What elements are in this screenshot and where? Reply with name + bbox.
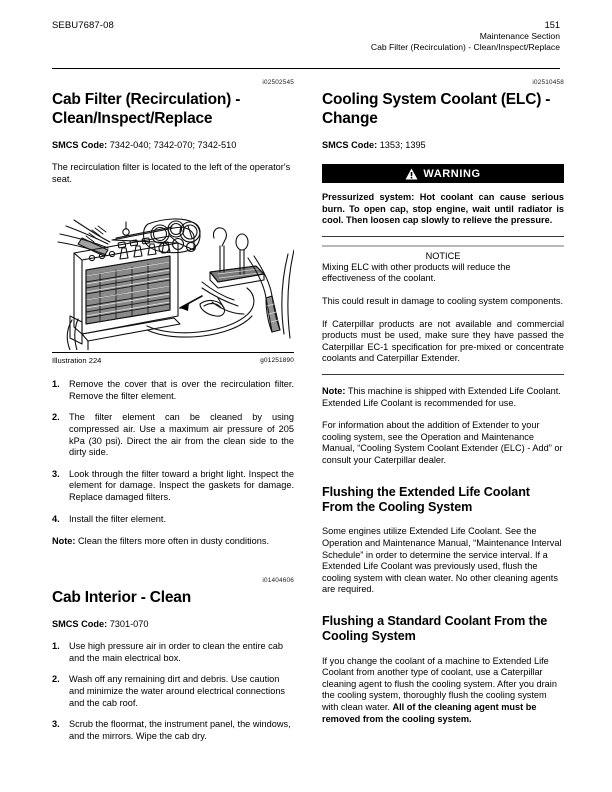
- list-item: [52, 469, 294, 504]
- cab-filter-note: [52, 536, 294, 548]
- illustration-graphic-id: g01251890: [260, 357, 294, 365]
- cab-console-illustration: [52, 198, 294, 350]
- cab-filter-steps: [52, 379, 294, 525]
- note-label: Note:: [52, 536, 76, 547]
- notice-para-3: If Caterpillar products are not available and commercial products must be used, make sure they have passed the Caterpillar EC-1 specification for pre-mixed or concentrate coolants and Caterpillar Extender.: [322, 318, 564, 364]
- smcs-label: SMCS Code:: [322, 140, 378, 150]
- step-number: 4.: [52, 513, 60, 524]
- step-text: Scrub the floormat, the instrument panel, the windows, and the mirrors. Wipe the cab dry.: [69, 719, 291, 741]
- heading-cooling-system: Cooling System Coolant (ELC) - Change: [322, 91, 551, 127]
- cab-interior-steps: [52, 641, 294, 742]
- page-number: 151: [544, 20, 560, 30]
- flushing-standard-body: [322, 656, 564, 726]
- flushing-elc-body: Some engines utilize Extended Life Coolant. See the Operation and Maintenance Manual, “Maintenance Interval Schedule” in order to determine the service interval. If a Extended Life Coolant was previously used, flush the cooling system with clean water. No other cleaning agents are required.: [322, 526, 562, 595]
- list-item: [52, 719, 294, 742]
- note-label: Note:: [322, 385, 346, 396]
- smcs-value: 7342-040; 7342-070; 7342-510: [109, 140, 237, 150]
- doc-id-cab-interior: i01404606: [262, 576, 294, 584]
- note-text: Clean the filters more often in dusty conditions.: [75, 536, 270, 547]
- list-item: [52, 641, 294, 664]
- step-text: The filter element can be cleaned by using compressed air. Use a maximum air pressure of 205 kPa (30 psi). Direct the air from the clean side to the dirty side.: [69, 412, 294, 458]
- flushing-standard-bold: All of the cleaning agent must be removed from the cooling system.: [322, 702, 537, 724]
- doc-id-cab-filter: i02502545: [262, 79, 294, 86]
- publication-number: SEBU7687-08: [52, 20, 114, 31]
- illustration-block: [52, 198, 294, 368]
- heading-flushing-elc: Flushing the Extended Life Coolant From the Cooling System: [322, 484, 530, 514]
- warning-triangle-icon: [405, 168, 418, 180]
- warning-label: WARNING: [423, 167, 481, 180]
- list-item: [52, 514, 294, 526]
- heading-flushing-standard: Flushing a Standard Coolant From the Cooling System: [322, 613, 548, 644]
- notice-para-1: Mixing ELC with other products will reduce the effectiveness of the coolant.: [322, 261, 511, 284]
- section-name: Maintenance Section: [479, 31, 560, 42]
- step-number: 3.: [52, 468, 60, 479]
- smcs-value: 1353; 1395: [379, 140, 426, 150]
- coolant-note: [322, 386, 564, 409]
- step-number: 2.: [52, 674, 60, 685]
- warning-divider: [322, 236, 564, 237]
- smcs-cab-interior: [52, 618, 294, 630]
- smcs-value: 7301-070: [109, 619, 149, 630]
- warning-text: Pressurized system: Hot coolant can cause serious burn. To open cap, stop engine, wait until radiator is cool. Then loosen cap slowly to relieve the pressure.: [322, 192, 564, 226]
- step-text: Remove the cover that is over the recirculation filter. Remove the filter element.: [69, 379, 294, 401]
- step-text: Use high pressure air in order to clean the entire cab and the main electrical box.: [69, 641, 283, 663]
- header-divider: [52, 68, 560, 69]
- step-text: Wash off any remaining dirt and debris. Use caution and minimize the water around electrical connections and the cab roof.: [69, 674, 286, 708]
- step-number: 1.: [52, 379, 60, 390]
- list-item: [52, 674, 294, 709]
- heading-cab-interior: Cab Interior - Clean: [52, 588, 191, 606]
- page-header: [52, 20, 560, 62]
- flushing-standard-plain: If you change the coolant of a machine to Extended Life Coolant from another type of coolant, use a Caterpillar cleaning agent to flush the cooling system. After you drain the cooling system, thoroughly flush the cooling system with clean water.: [322, 655, 557, 713]
- illustration-label: Illustration 224: [52, 356, 102, 366]
- right-column: [322, 78, 564, 725]
- note-text: This machine is shipped with Extended Life Coolant. Extended Life Coolant is recommended for use.: [322, 385, 561, 408]
- notice-bottom-divider: [322, 374, 564, 375]
- list-item: [52, 379, 294, 402]
- notice-para-2: This could result in damage to cooling system components.: [322, 295, 564, 306]
- smcs-cab-filter: [52, 139, 294, 151]
- extender-paragraph: For information about the addition of Extender to your cooling system, see the Operation and Maintenance Manual, “Cooling System Coolant Extender (ELC) - Add” or consult your Caterpillar dealer.: [322, 420, 563, 465]
- intro-cab-filter: The recirculation filter is located to the left of the operator's seat.: [52, 162, 291, 184]
- header-right-block: [371, 20, 560, 54]
- step-number: 3.: [52, 719, 60, 730]
- list-item: [52, 412, 294, 458]
- header-topic: Cab Filter (Recirculation) - Clean/Inspect/Replace: [370, 42, 560, 53]
- notice-top-divider: [322, 245, 564, 247]
- warning-banner: [322, 164, 564, 183]
- illustration-caption: [52, 356, 294, 368]
- smcs-label: SMCS Code:: [52, 619, 108, 630]
- step-number: 2.: [52, 412, 60, 423]
- smcs-label: SMCS Code:: [52, 140, 108, 150]
- doc-id-cooling-system: i02510458: [532, 79, 564, 86]
- step-text: Look through the filter toward a bright light. Inspect the element for damage. Inspect the gaskets for damage. Replace damaged filters.: [69, 468, 294, 502]
- illustration-divider: [52, 352, 294, 353]
- step-text: Install the filter element.: [69, 513, 167, 524]
- smcs-cooling-system: [322, 139, 564, 151]
- heading-cab-filter: Cab Filter (Recirculation) - Clean/Inspect/Replace: [52, 91, 241, 127]
- notice-title: NOTICE: [425, 250, 461, 261]
- left-column: [52, 78, 294, 742]
- step-number: 1.: [52, 641, 60, 652]
